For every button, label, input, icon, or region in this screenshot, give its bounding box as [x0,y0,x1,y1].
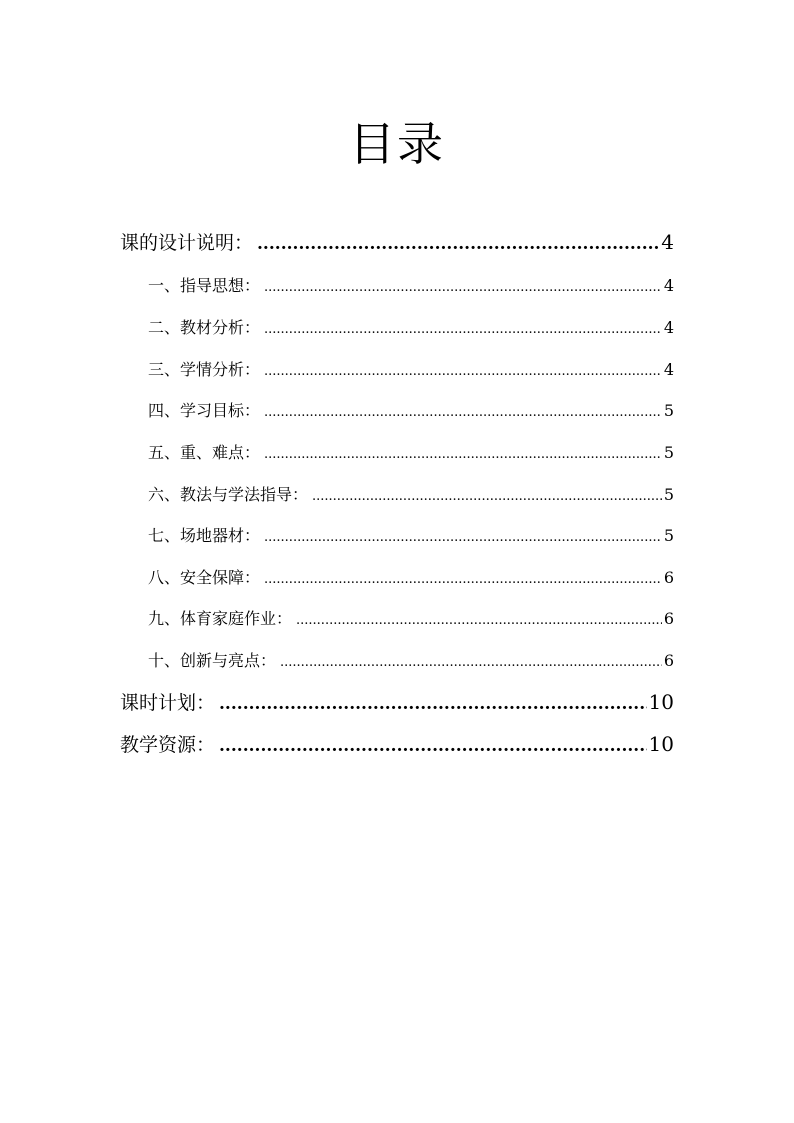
toc-entry-innovation[interactable] [148,641,674,681]
toc-leader-dots [312,477,662,517]
toc-entry-guiding-ideology[interactable] [148,266,674,306]
toc-leader-dots [219,684,647,724]
toc-leader-dots [264,310,662,350]
toc-entry-page-number: 4 [663,276,674,295]
toc-entry-learning-goals[interactable] [148,391,674,431]
toc-leader-dots [219,726,647,766]
toc-entry-page-number: 6 [663,651,674,670]
toc-entry-page-number: 6 [663,609,674,628]
toc-entry-label: 七、场地器材： [148,526,261,545]
toc-entry-page-number: 5 [663,401,674,420]
toc-entry-label: 三、学情分析： [148,360,261,379]
page-title: 目录 [349,117,445,171]
toc-leader-dots [280,643,662,683]
toc-entry-safety[interactable] [148,558,674,598]
toc-leader-dots [264,435,662,475]
toc-entry-page-number: 10 [648,732,674,756]
toc-entry-teaching-resources[interactable] [120,724,674,764]
toc-entry-lesson-plan[interactable] [120,682,674,722]
toc-entry-label: 二、教材分析： [148,318,261,337]
toc-entry-page-number: 10 [648,690,674,714]
toc-entry-material-analysis[interactable] [148,308,674,348]
toc-entry-label: 十、创新与亮点： [148,651,277,670]
toc-leader-dots [264,352,662,392]
toc-leader-dots [296,601,662,641]
toc-entry-label: 课的设计说明： [120,232,254,254]
toc-entry-page-number: 4 [663,360,674,379]
toc-entry-venue-equipment[interactable] [148,516,674,556]
toc-entry-label: 一、指导思想： [148,276,261,295]
toc-entry-learner-analysis[interactable] [148,350,674,390]
toc-entry-page-number: 6 [663,568,674,587]
toc-entry-label: 五、重、难点： [148,443,261,462]
toc-entry-key-difficult-points[interactable] [148,433,674,473]
toc-entry-page-number: 5 [663,443,674,462]
toc-entry-page-number: 4 [661,230,674,254]
toc-entry-teaching-methods[interactable] [148,475,674,515]
toc-entry-label: 教学资源： [120,734,216,756]
toc-leader-dots [264,268,662,308]
toc-entry-label: 课时计划： [120,692,216,714]
toc-entry-pe-homework[interactable] [148,599,674,639]
toc-entry-label: 八、安全保障： [148,568,261,587]
toc-leader-dots [257,224,659,264]
toc-leader-dots [264,393,662,433]
toc-entry-page-number: 5 [663,485,674,504]
toc-leader-dots [264,518,662,558]
toc-entry-label: 九、体育家庭作业： [148,609,293,628]
toc-entry-design-notes[interactable] [120,222,674,262]
toc-entry-label: 四、学习目标： [148,401,261,420]
toc-leader-dots [264,560,662,600]
toc-entry-page-number: 5 [663,526,674,545]
toc-entry-page-number: 4 [663,318,674,337]
toc-entry-label: 六、教法与学法指导： [148,485,309,504]
